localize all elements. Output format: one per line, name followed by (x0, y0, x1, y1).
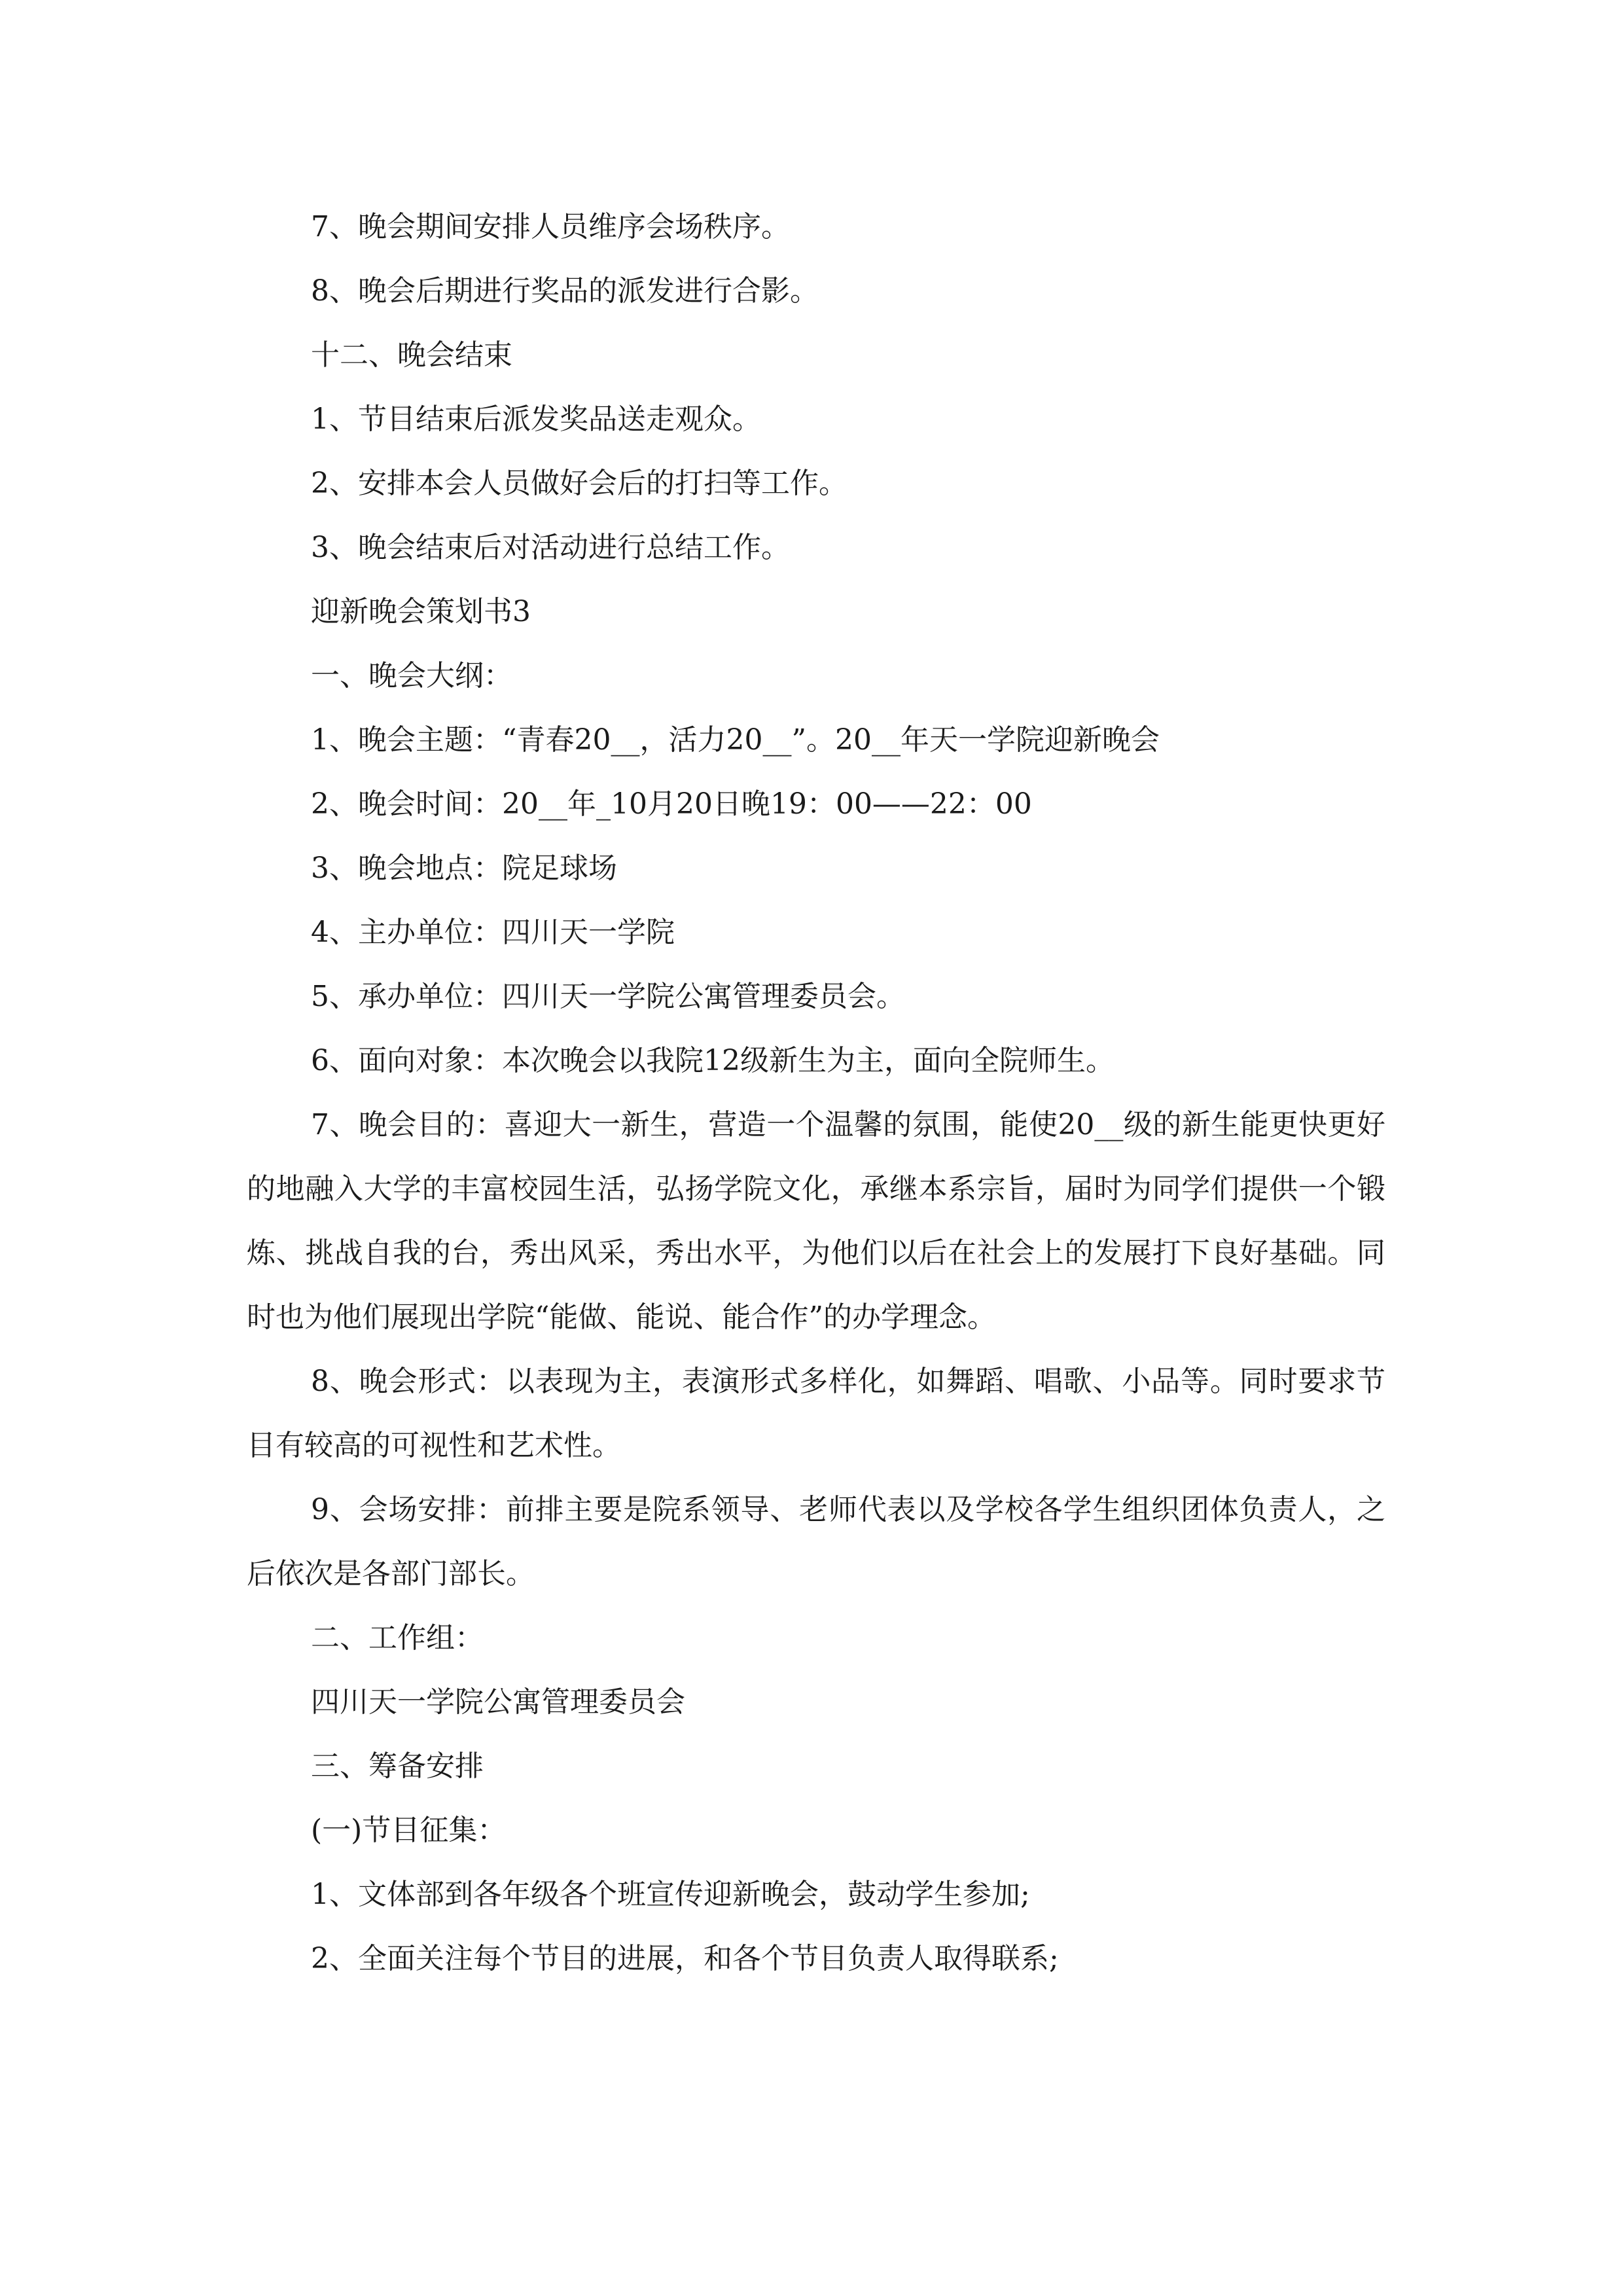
text-line: 2、全面关注每个节目的进展，和各个节目负责人取得联系; (311, 1942, 1059, 1975)
text-line: 7、晚会期间安排人员维序会场秩序。 (311, 210, 790, 243)
document-body (247, 195, 1385, 1991)
paragraph-seating: 9、会场安排：前排主要是院系领导、老师代表以及学校各学生组织团体负责人，之后依次是各部门部长。 (247, 1493, 1385, 1590)
text-line: 四川天一学院公寓管理委员会 (311, 1685, 685, 1719)
text-line: 6、面向对象：本次晚会以我院12级新生为主，面向全院师生。 (311, 1044, 1115, 1077)
text-line: 8、晚会后期进行奖品的派发进行合影。 (311, 274, 819, 308)
text-line: 2、晚会时间：20__年_10月20日晚19：00——22：00 (311, 787, 1032, 821)
text-line: 5、承办单位：四川天一学院公寓管理委员会。 (311, 980, 905, 1013)
section-heading: 二、工作组： (311, 1621, 484, 1655)
section-heading: 三、筹备安排 (311, 1749, 484, 1783)
paragraph-form: 8、晚会形式：以表现为主，表演形式多样化，如舞蹈、唱歌、小品等。同时要求节目有较高的可视性和艺术性。 (247, 1365, 1385, 1462)
text-line: 3、晚会结束后对活动进行总结工作。 (311, 531, 790, 564)
text-line: 1、晚会主题：“青春20__，活力20__”。20__年天一学院迎新晚会 (311, 723, 1160, 757)
text-line: 3、晚会地点：院足球场 (311, 852, 617, 885)
text-line: 1、节目结束后派发奖品送走观众。 (311, 403, 761, 436)
paragraph-goal: 7、晚会目的：喜迎大一新生，营造一个温馨的氛围，能使20__级的新生能更快更好的地融入大学的丰富校园生活，弘扬学院文化，承继本系宗旨，届时为同学们提供一个锻炼、挑战自我的台，秀出风采，秀出水平，为他们以后在社会上的发展打下良好基础。同时也为他们展现出学院“能做、能说、能合作”的办学理念。 (247, 1108, 1385, 1334)
text-line: 1、文体部到各年级各个班宣传迎新晚会，鼓动学生参加; (311, 1878, 1030, 1911)
section-heading: 十二、晚会结束 (311, 338, 512, 372)
document-title: 迎新晚会策划书3 (311, 595, 531, 628)
text-line: 4、主办单位：四川天一学院 (311, 916, 675, 949)
text-line: 2、安排本会人员做好会后的打扫等工作。 (311, 467, 847, 500)
section-heading: 一、晚会大纲： (311, 659, 512, 692)
subsection-heading: (一)节目征集： (311, 1814, 507, 1847)
